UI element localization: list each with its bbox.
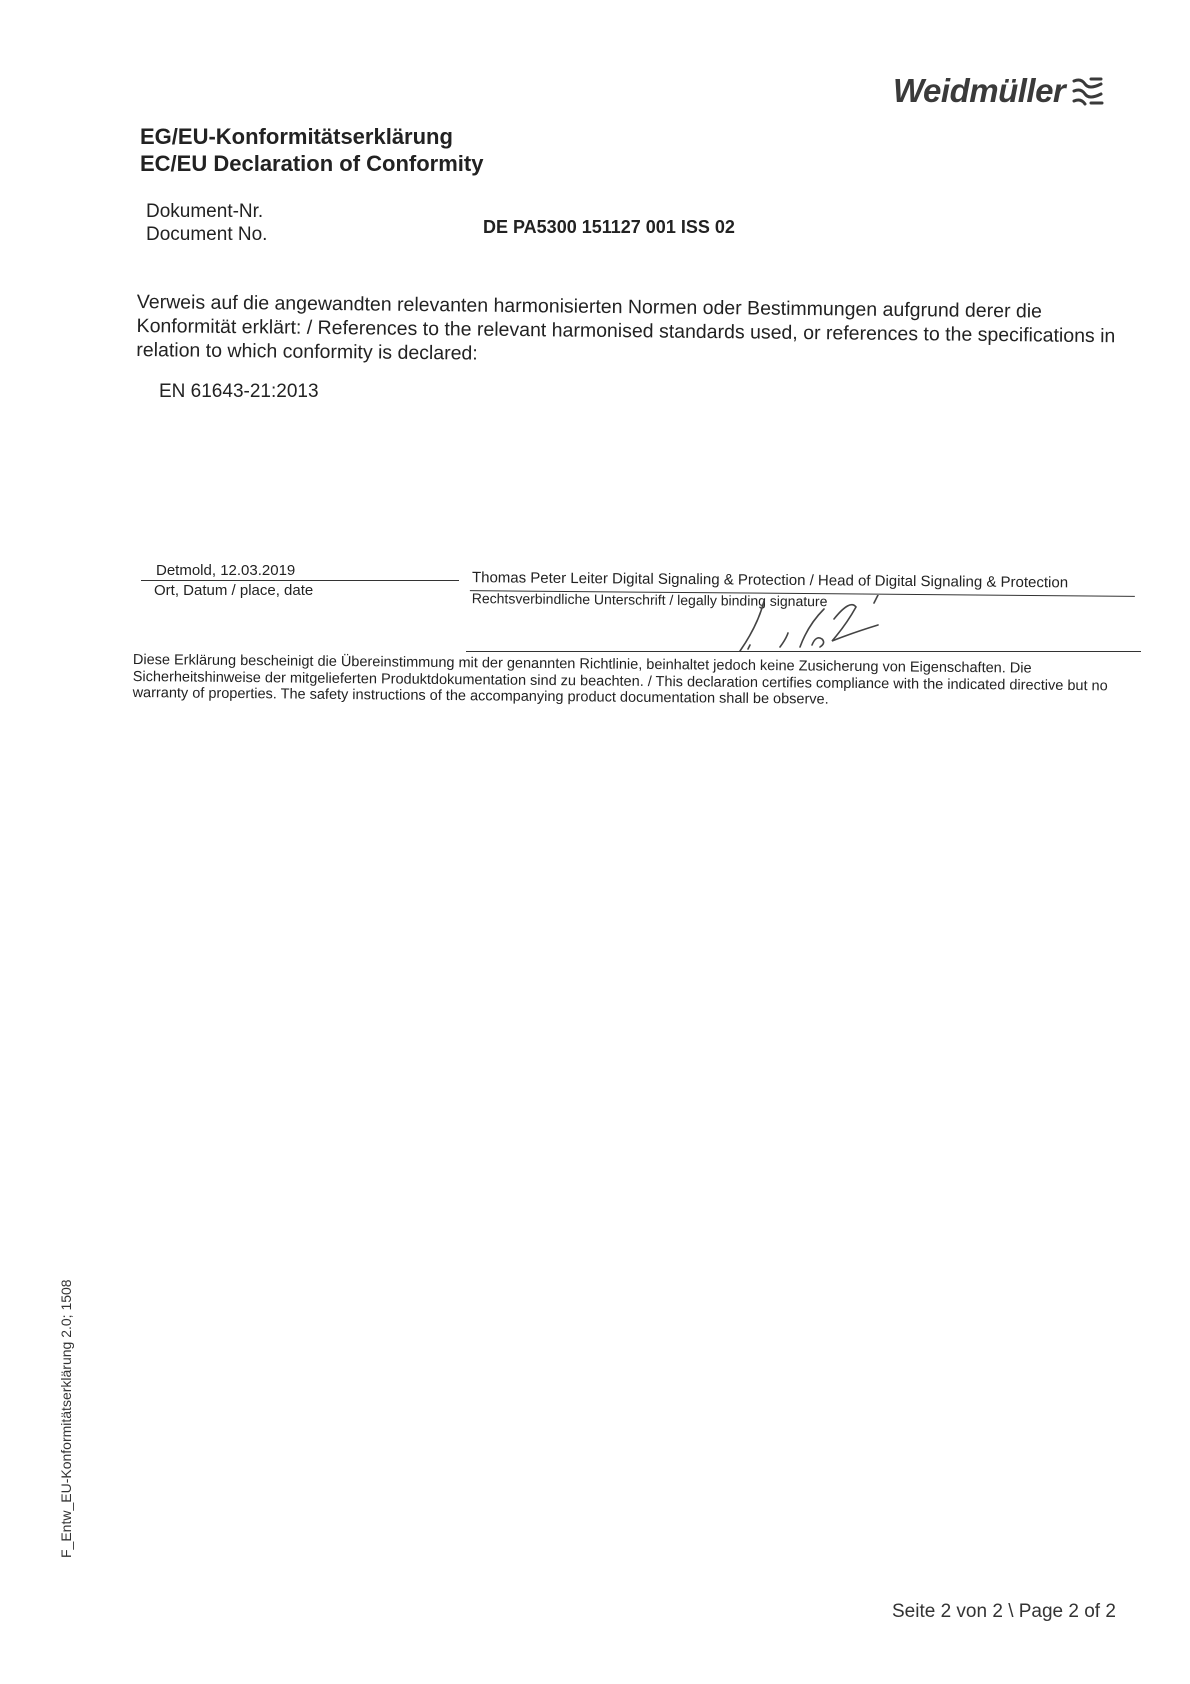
signature-label: Rechtsverbindliche Unterschrift / legally binding signature [471, 590, 828, 610]
title-de: EG/EU-Konformitätserklärung [140, 124, 453, 149]
document-label-en: Document No. [146, 224, 268, 245]
document-number: DE PA5300 151127 001 ISS 02 [483, 217, 735, 237]
brand-name: Weidmüller [893, 72, 1066, 109]
references-text: Verweis auf die angewandten relevanten harmonisierten Normen oder Bestimmungen aufgrund derer die Konformität erklärt: / References to the relevant harmonised standards used, or references to the specifications in relation to which conformity is declared: [136, 290, 1116, 365]
standard-item: EN 61643-21:2013 [159, 381, 319, 402]
title-en: EC/EU Declaration of Conformity [140, 151, 484, 176]
document-label-de: Dokument-Nr. [146, 201, 264, 222]
disclaimer-text: Diese Erklärung bescheinigt die Übereinstimmung mit der genannten Richtlinie, beinhaltet jedoch keine Zusicherung von Eigenschaften. Die Sicherheitshinweise der mitgelieferten Produktdokumentation sind zu beachten. / This declaration certifies compliance with the indicated directive but no warranty of properties. The safety instructions of the accompanying product documentation shall be observe. [132, 652, 1108, 708]
place-date-label: Ort, Datum / place, date [154, 582, 314, 599]
form-identifier: F_Entw_EU-Konformitätserklärung 2.0; 1508 [58, 1279, 74, 1558]
handwritten-signature [728, 595, 898, 657]
signer-name: Thomas Peter Leiter Digital Signaling & Protection / Head of Digital Signaling & Protection [471, 569, 1069, 592]
place-date: Detmold, 12.03.2019 [156, 562, 296, 579]
page-number: Seite 2 von 2 \ Page 2 of 2 [892, 1601, 1116, 1622]
disclaimer-line [466, 651, 1141, 652]
